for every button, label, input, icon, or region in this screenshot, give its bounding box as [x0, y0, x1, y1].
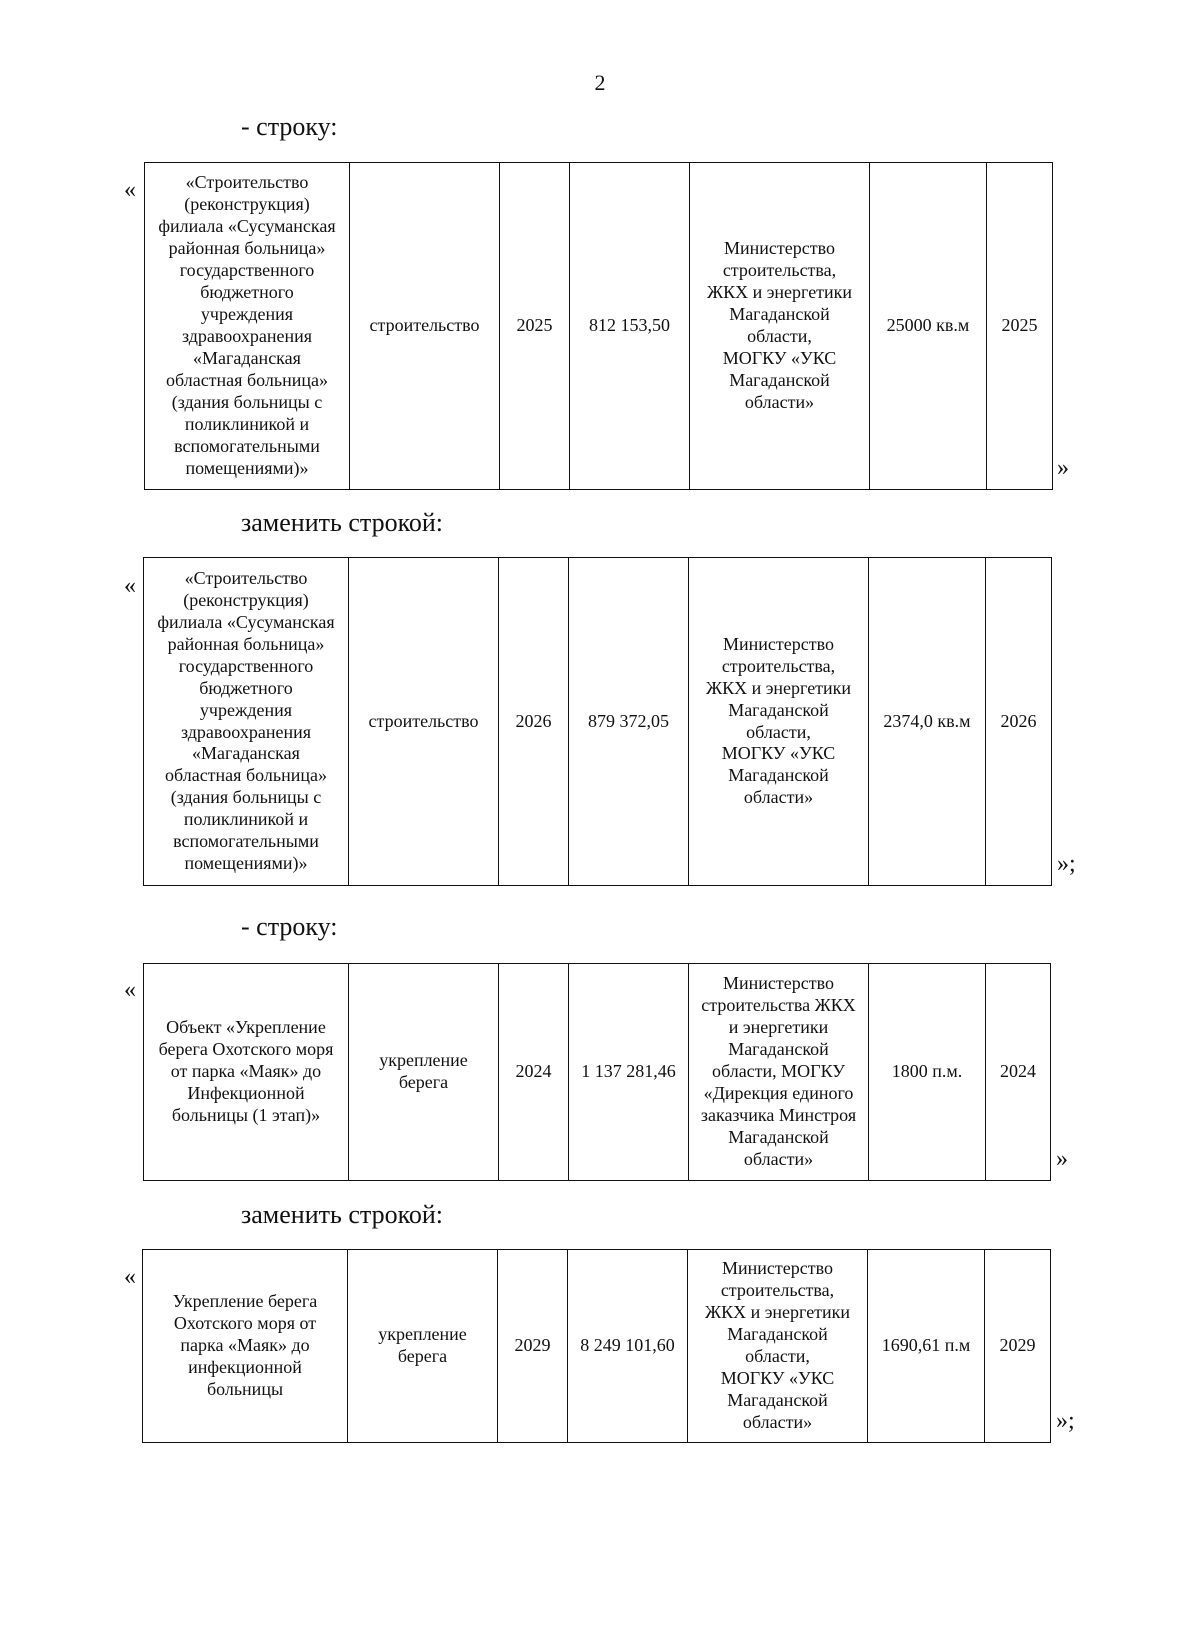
table-row — [144, 558, 1052, 886]
section-heading: заменить строкой: — [241, 508, 444, 537]
close-quote: »; — [1056, 1408, 1075, 1434]
open-quote: « — [124, 1264, 136, 1290]
start-year-cell: 2025 — [500, 163, 570, 490]
start-year-cell: 2026 — [499, 558, 569, 886]
object-name-cell: Укрепление берега Охотского моря от парка «Маяк» до инфекционной больницы — [143, 1250, 348, 1443]
end-year-cell: 2025 — [987, 163, 1053, 490]
close-quote: »; — [1057, 851, 1076, 877]
table-row — [145, 163, 1053, 490]
customer-cell: Министерство строительства, ЖКХ и энергетики Магаданской области, МОГКУ «УКС Магаданской области» — [689, 558, 869, 886]
work-type-cell: укрепление берега — [349, 964, 499, 1181]
section-heading: - строку: — [241, 112, 338, 141]
cost-cell: 812 153,50 — [570, 163, 690, 490]
capacity-cell: 1690,61 п.м — [868, 1250, 985, 1443]
end-year-cell: 2029 — [985, 1250, 1051, 1443]
section-heading: - строку: — [241, 912, 338, 941]
capacity-cell: 2374,0 кв.м — [869, 558, 986, 886]
cost-cell: 1 137 281,46 — [569, 964, 689, 1181]
object-name-cell: «Строительство (реконструкция) филиала «Сусуманская районная больница» государственного бюджетного учреждения здравоохранения «Магаданская областная больница» (здания больницы с поликлиникой и вспомогательными помещениями)» — [145, 163, 350, 490]
object-name-cell: Объект «Укрепление берега Охотского моря от парка «Маяк» до Инфекционной больницы (1 этап)» — [144, 964, 349, 1181]
table-row — [143, 1250, 1051, 1443]
customer-cell: Министерство строительства, ЖКХ и энергетики Магаданской области, МОГКУ «УКС Магаданской области» — [688, 1250, 868, 1443]
section-heading: заменить строкой: — [241, 1200, 444, 1229]
page-number: 2 — [594, 70, 606, 95]
work-type-cell: строительство — [350, 163, 500, 490]
open-quote: « — [124, 177, 136, 203]
cost-cell: 879 372,05 — [569, 558, 689, 886]
start-year-cell: 2024 — [499, 964, 569, 1181]
customer-cell: Министерство строительства, ЖКХ и энергетики Магаданской области, МОГКУ «УКС Магаданской области» — [690, 163, 870, 490]
cost-cell: 8 249 101,60 — [568, 1250, 688, 1443]
object-table — [143, 557, 1052, 886]
close-quote: » — [1056, 1146, 1068, 1172]
end-year-cell: 2024 — [986, 964, 1051, 1181]
table-row — [144, 964, 1051, 1181]
work-type-cell: укрепление берега — [348, 1250, 498, 1443]
open-quote: « — [124, 977, 136, 1003]
capacity-cell: 25000 кв.м — [870, 163, 987, 490]
object-name-cell: «Строительство (реконструкция) филиала «Сусуманская районная больница» государственного бюджетного учреждения здравоохранения «Магаданская областная больница» (здания больницы с поликлиникой и вспомогательными помещениями)» — [144, 558, 349, 886]
end-year-cell: 2026 — [986, 558, 1052, 886]
capacity-cell: 1800 п.м. — [869, 964, 986, 1181]
open-quote: « — [124, 573, 136, 599]
work-type-cell: строительство — [349, 558, 499, 886]
object-table — [144, 162, 1053, 490]
object-table — [142, 1249, 1051, 1443]
close-quote: » — [1057, 455, 1069, 481]
start-year-cell: 2029 — [498, 1250, 568, 1443]
customer-cell: Министерство строительства ЖКХ и энергетики Магаданской области, МОГКУ «Дирекция единого заказчика Минстроя Магаданской области» — [689, 964, 869, 1181]
object-table — [143, 963, 1051, 1181]
